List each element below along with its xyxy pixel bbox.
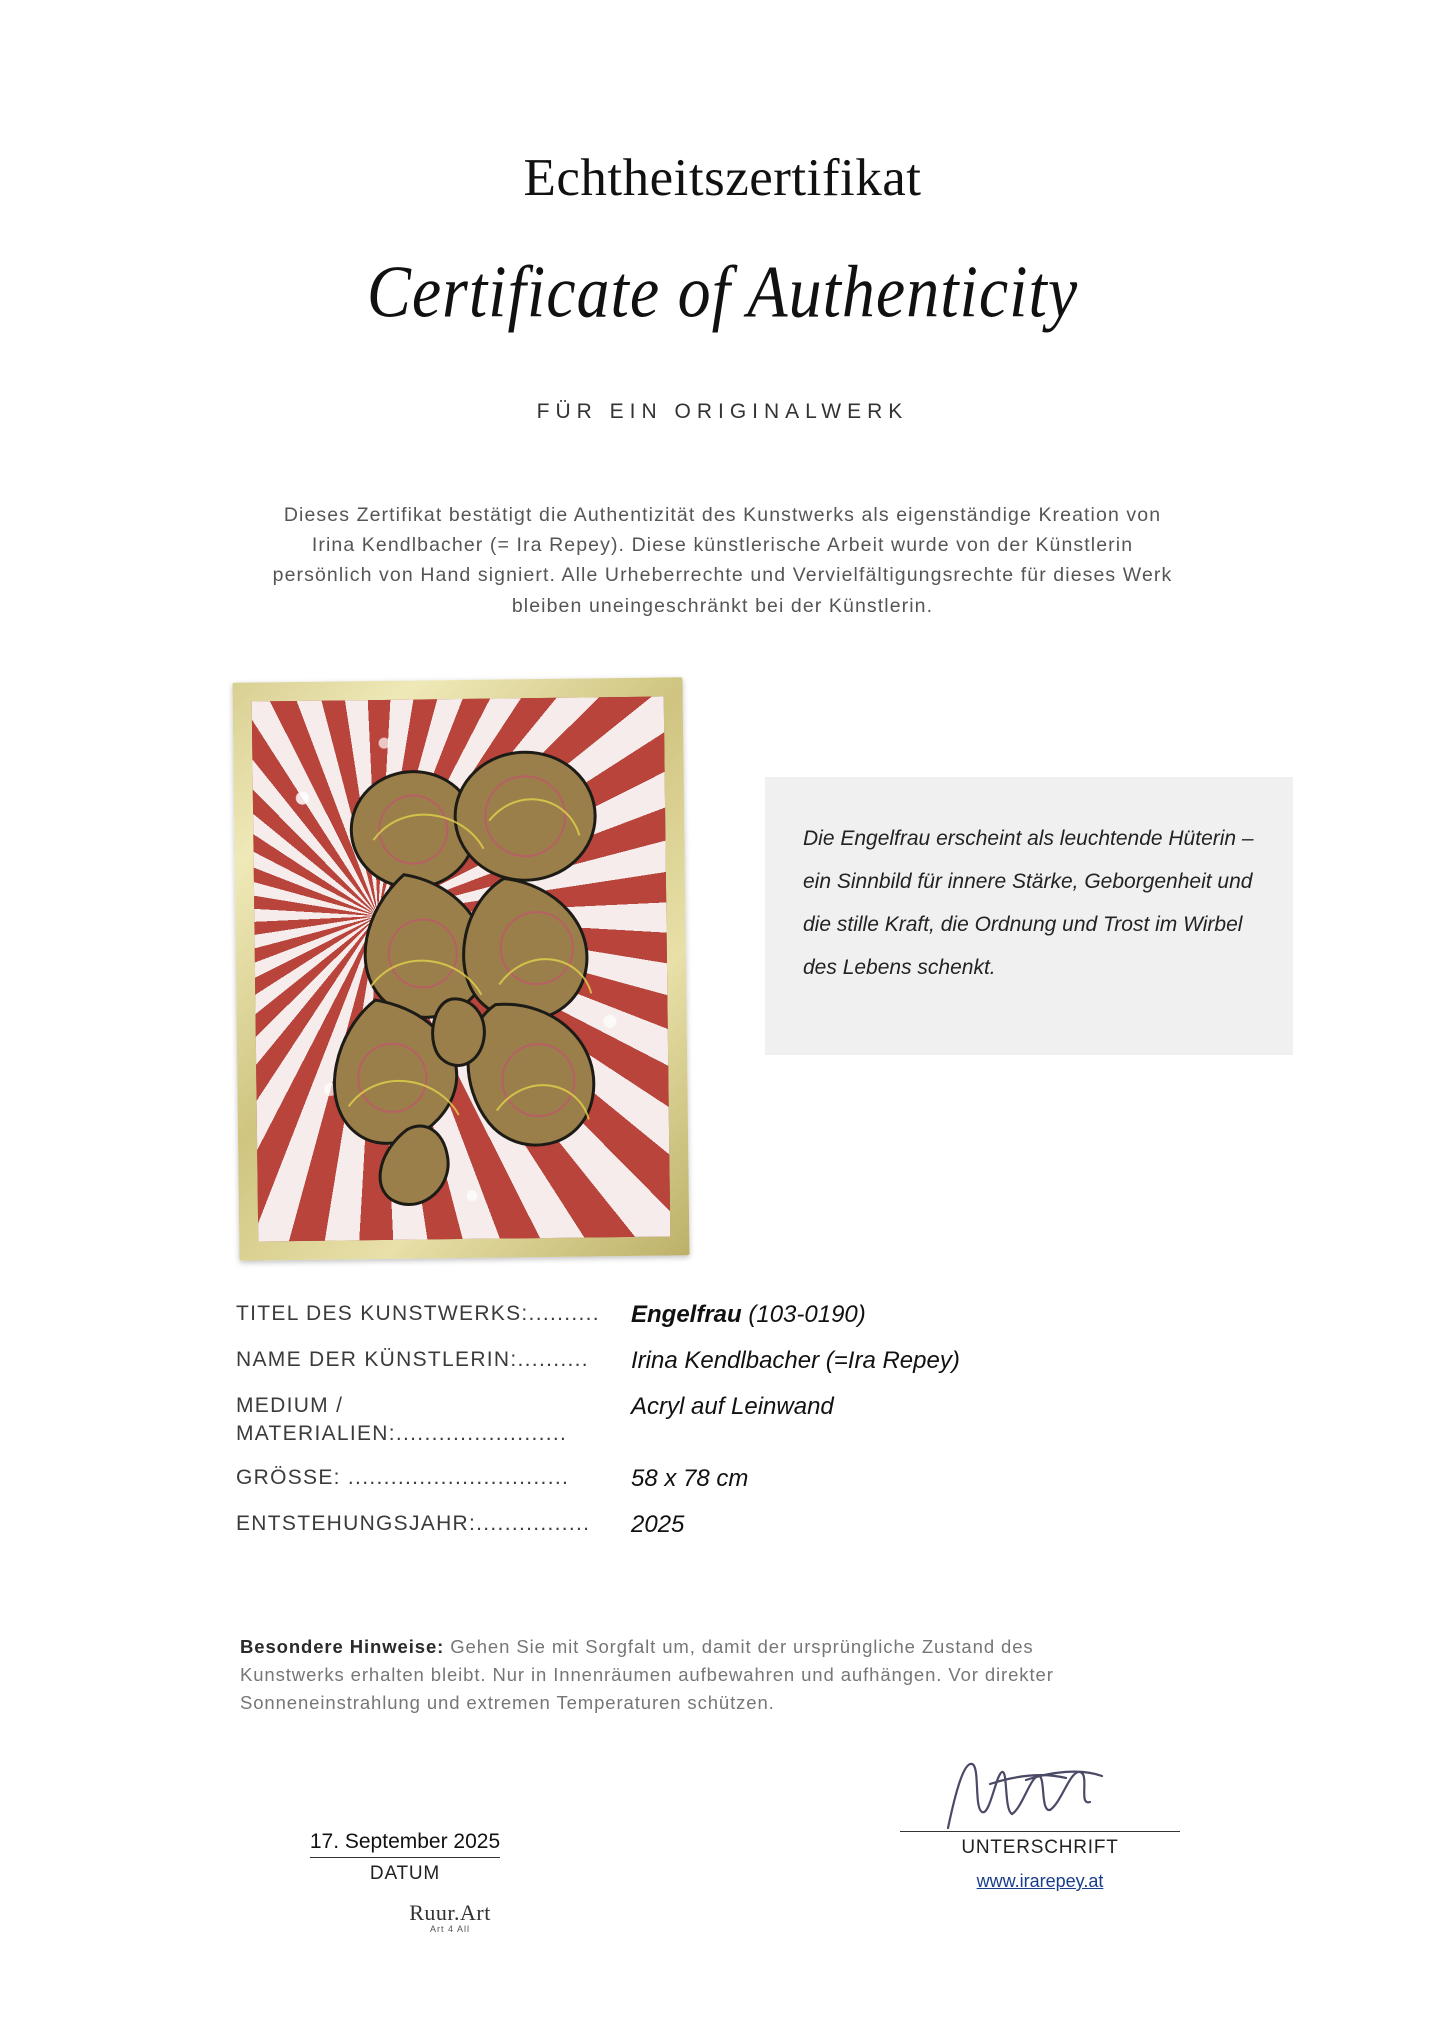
signature-line (900, 1830, 1180, 1832)
detail-value-medium: Acryl auf Leinwand (631, 1393, 834, 1420)
detail-row-size (236, 1464, 1216, 1493)
detail-row-artist (236, 1346, 1216, 1375)
signature-label: UNTERSCHRIFT (961, 1837, 1119, 1858)
detail-row-year (236, 1510, 1216, 1539)
brand-logo-text: Ruur.Art (409, 1900, 491, 1925)
page-title-de: Echtheitszertifikat (523, 149, 922, 207)
artwork-image (236, 680, 686, 1258)
detail-label-size: GRÖSSE: ............................... (236, 1466, 570, 1490)
intro-paragraph: Dieses Zertifikat bestätigt die Authentizität des Kunstwerks als eigenständige Kreation von Irina Kendlbacher (= Ira Repey). Diese künstlerische Arbeit wurde von der Künstlerin persönlich von Hand signiert. Alle Urheberrechte und Vervielfältigungsrechte für dieses Werk bleiben uneingeschränkt bei der Künstlerin. (272, 504, 1173, 617)
date-block (295, 1830, 515, 1885)
detail-row-title (236, 1300, 1216, 1329)
detail-value-artist: Irina Kendlbacher (=Ira Repey) (631, 1347, 960, 1374)
detail-value-title (631, 1300, 1216, 1329)
signature-block (900, 1830, 1180, 1892)
detail-label-medium: MEDIUM / MATERIALIEN:........................ (236, 1394, 568, 1445)
care-notes-text: Gehen Sie mit Sorgfalt um, damit der ursprüngliche Zustand des Kunstwerks erhalten bleibt. Nur in Innenräumen aufbewahren und aufhängen. Vor direkter Sonneneinstrahlung und extremen Temperaturen schützen. (240, 1636, 1054, 1714)
detail-label-year: ENTSTEHUNGSJAHR:................ (236, 1512, 591, 1536)
detail-value-title-bold: Engelfrau (631, 1301, 742, 1328)
artwork-description-text: Die Engelfrau erscheint als leuchtende Hüterin – ein Sinnbild für innere Stärke, Geborgenheit und die stille Kraft, die Ordnung und Trost im Wirbel des Lebens schenkt. (803, 827, 1254, 980)
signature-area (0, 1740, 1445, 1960)
date-label: DATUM (369, 1863, 441, 1884)
angel-woman-figure-icon (252, 697, 671, 1242)
detail-value-title-code: (103-0190) (741, 1301, 866, 1328)
care-notes (240, 1633, 1120, 1717)
artwork-details-table (236, 1300, 1216, 1556)
detail-value-size: 58 x 78 cm (631, 1465, 749, 1493)
brand-logo-tagline: Art 4 All (429, 1924, 470, 1934)
detail-row-medium (236, 1392, 1216, 1447)
artwork-canvas (252, 697, 671, 1242)
page-subtitle: FÜR EIN ORIGINALWERK (536, 400, 909, 423)
detail-value-year: 2025 (631, 1511, 685, 1539)
website-link[interactable]: www.irarepey.at (976, 1871, 1104, 1891)
detail-label-title: TITEL DES KUNSTWERKS:.......... (236, 1302, 600, 1325)
artwork-frame (232, 677, 689, 1260)
handwritten-signature-icon (930, 1750, 1130, 1835)
artwork-description-box (765, 777, 1293, 1055)
detail-label-artist: NAME DER KÜNSTLERIN:.......... (236, 1348, 589, 1371)
brand-logo (390, 1900, 510, 1934)
page-title-en: Certificate of Authenticity (366, 251, 1079, 334)
date-value: 17. September 2025 (310, 1830, 500, 1858)
care-notes-label: Besondere Hinweise: (240, 1636, 445, 1657)
